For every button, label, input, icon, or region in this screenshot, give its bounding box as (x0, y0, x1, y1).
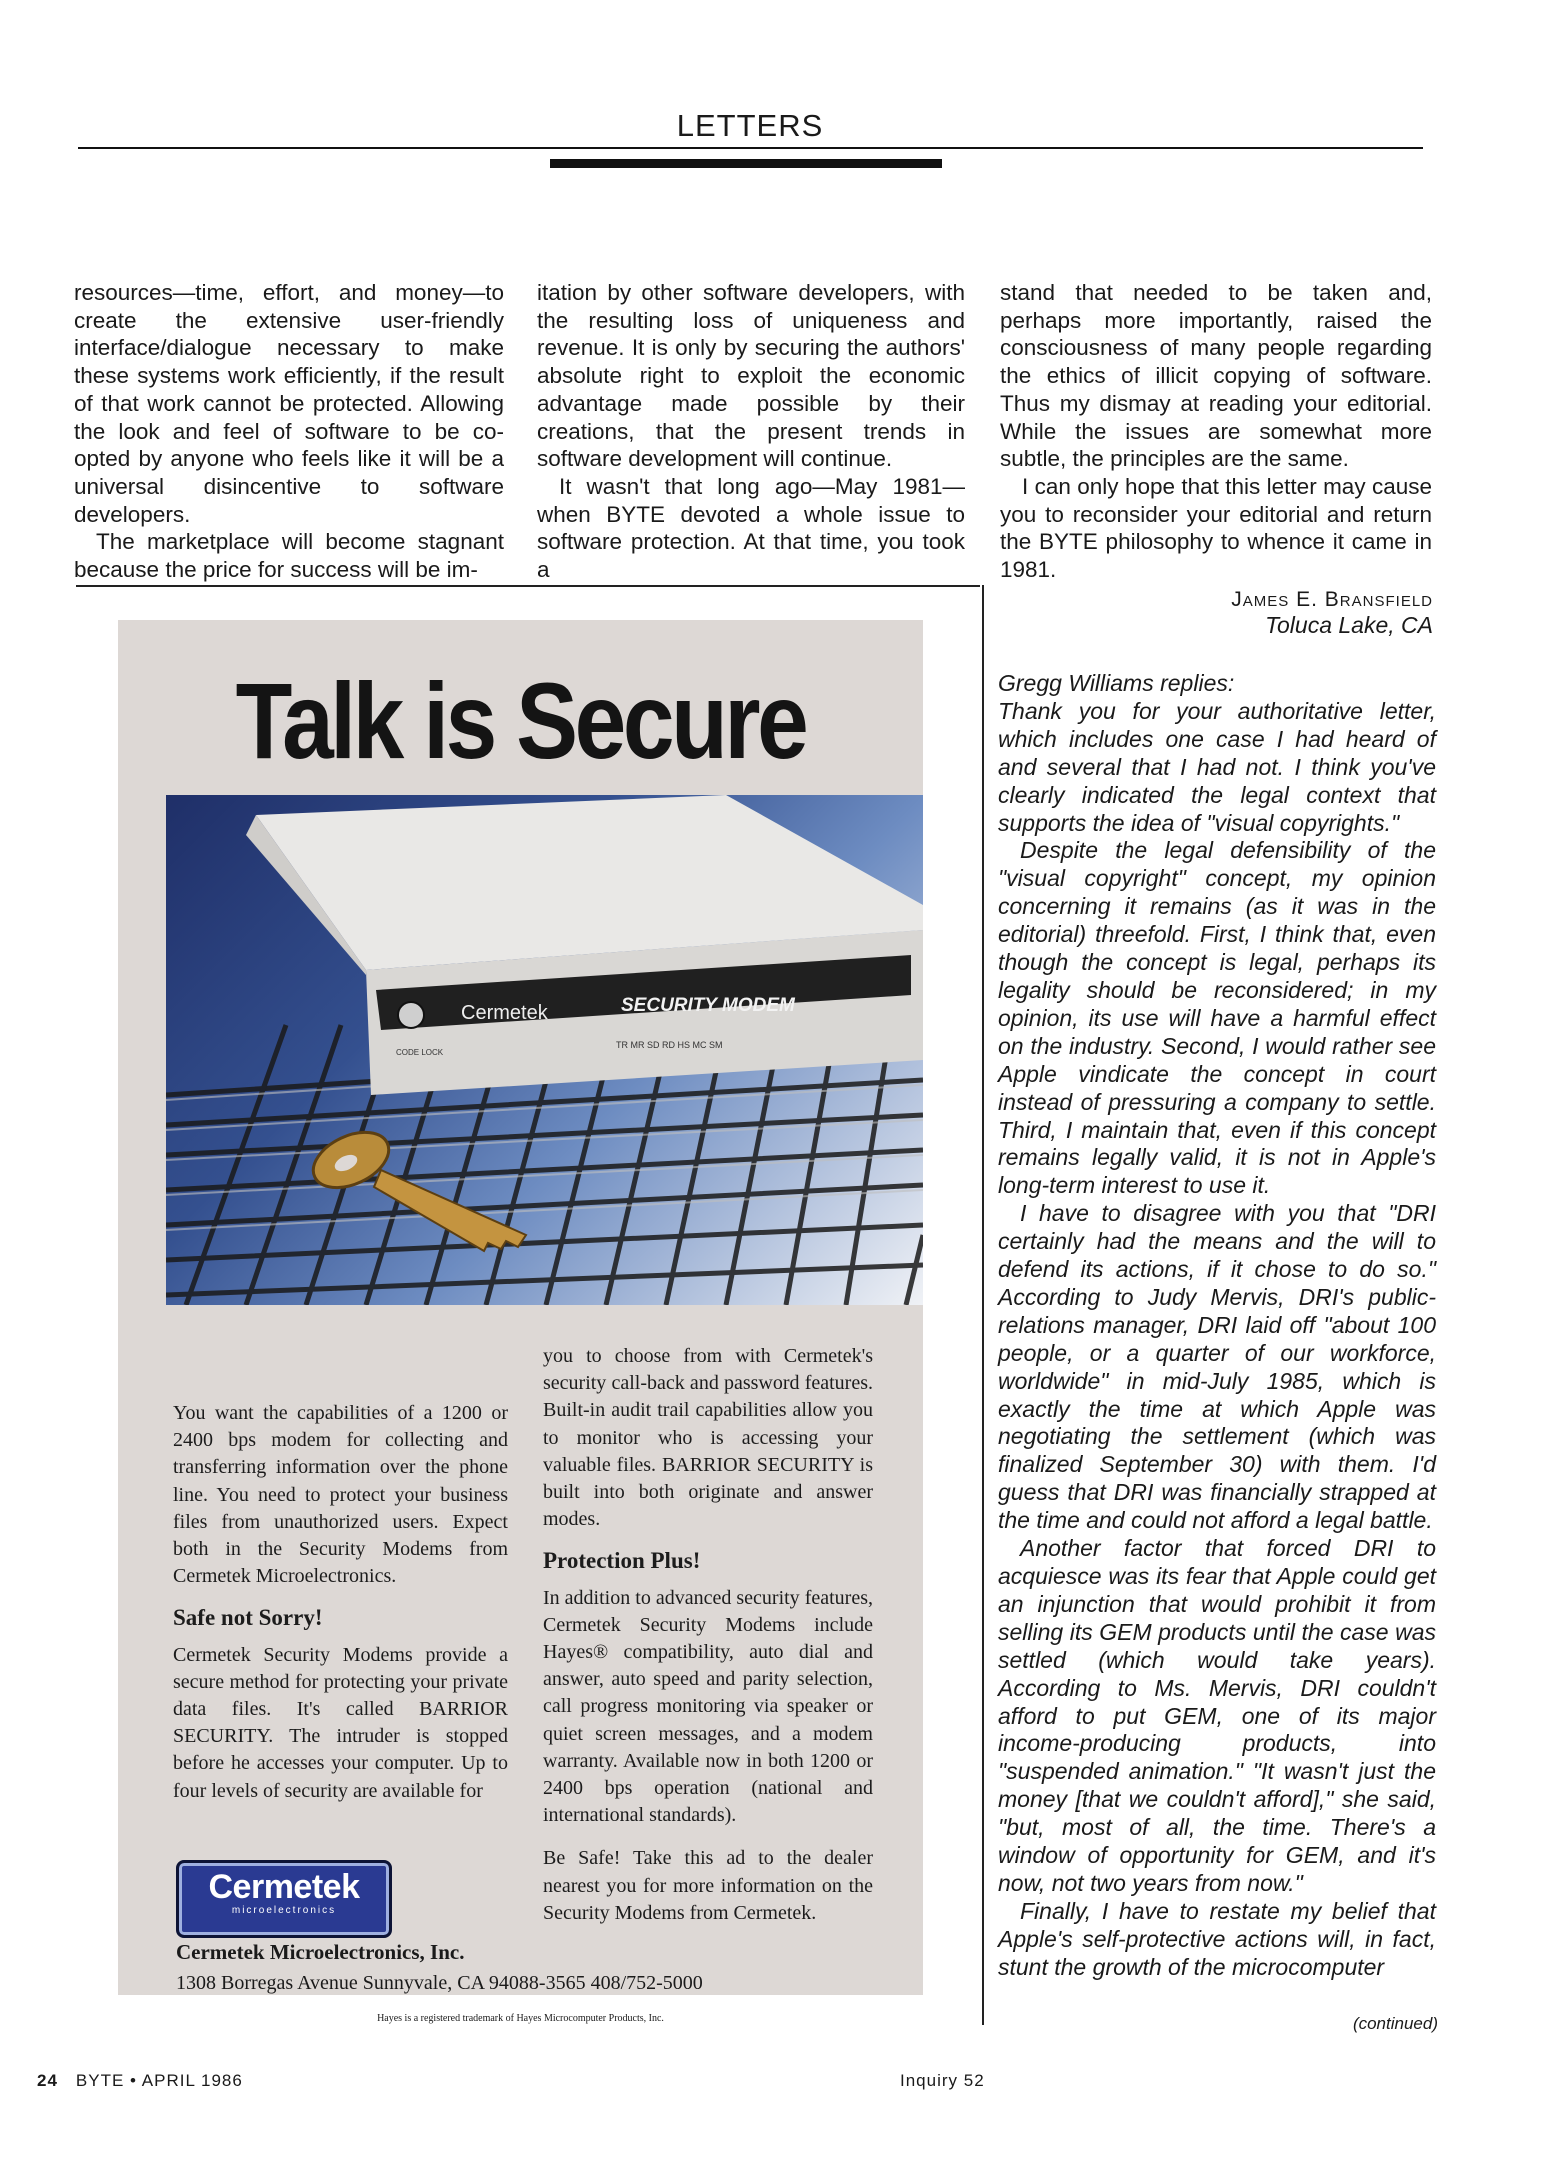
ad-paragraph: You want the capabilities of a 1200 or 2400 bps modem for collecting and transferring information over the phone line. You need to protect your business files from unauthorized users. Expect both in the Security Modems from Cermetek Microelectronics. (173, 1402, 508, 1588)
section-title: LETTERS (676, 108, 824, 143)
advertisement (118, 620, 923, 2024)
ad-subheading: Protection Plus! (543, 1548, 701, 1574)
paragraph: itation by other software developers, with the resulting loss of uniqueness and revenue. It is only by securing the authors' absolute right to exploit the economic advantage made possible by their creations, that the present trends in software development will continue. (537, 280, 965, 472)
logo-subtitle: microelectronics (231, 1905, 337, 1916)
modem-model-text: SECURITY MODEM (621, 995, 795, 1016)
ad-frame-right-rule (982, 585, 984, 2025)
ad-right-column (543, 1343, 873, 1927)
ad-paragraph: Be Safe! Take this ad to the dealer nearest you for more information on the Security Modems from Cermetek. (543, 1847, 873, 1924)
code-lock-label: CODE LOCK (396, 1048, 444, 1057)
ad-frame-top-rule (76, 585, 980, 587)
ad-subheading: Safe not Sorry! (173, 1605, 323, 1631)
letter-column-2 (537, 279, 965, 584)
reply-paragraph: Another factor that forced DRI to acquiesce was its fear that Apple could get an injunction that would prohibit it from selling its GEM products until the case was settled (which would take years). According to Ms. Mervis, DRI couldn't afford to put GEM, one of its major income-producing products, into "suspended animation." "It wasn't just the money [that we couldn't afford]," she said, "but, most of all, the time. There's a window of opportunity for GEM, and it's now, not two years from now." (998, 1535, 1436, 1896)
ad-company-name: Cermetek Microelectronics, Inc. (176, 1940, 465, 1964)
signature-location: Toluca Lake, CA (1265, 612, 1433, 638)
footer-folio (37, 2071, 243, 2091)
signature-name: James E. Bransfield (1231, 588, 1433, 611)
logo-name: Cermetek (208, 1868, 360, 1906)
modem-led-labels: TR MR SD RD HS MC SM (616, 1040, 723, 1050)
inquiry-number: Inquiry 52 (900, 2071, 985, 2090)
ad-paragraph: In addition to advanced security features, Cermetek Security Modems include Hayes® compatibility, auto dial and answer, auto speed and parity selection, call progress monitoring via speaker or quiet screen messages, and a modem warranty. Available now in both 1200 or 2400 bps operation (national and international standards). (543, 1586, 873, 1827)
reply-intro: Gregg Williams replies: (998, 670, 1235, 696)
publication-line: BYTE • APRIL 1986 (75, 2071, 243, 2090)
letter-column-1 (74, 279, 504, 584)
modem-photo (166, 795, 923, 1305)
cermetek-logo (176, 1860, 392, 1938)
paragraph: It wasn't that long ago—May 1981—when BYTE devoted a whole issue to software protection. At that time, you took a (537, 473, 965, 583)
header-rule (78, 147, 1423, 149)
code-lock-icon (398, 1002, 424, 1028)
paragraph: resources—time, effort, and money—to create the extensive user-friendly interface/dialogue necessary to make these systems work efficiently, if the result of that work cannot be protected. Allowing the look and feel of software to be co-opted by anyone who feels like it will be a universal disincentive to software developers. (74, 280, 504, 527)
paragraph: I can only hope that this letter may cause you to reconsider your editorial and return the BYTE philosophy to whence it came in 1981. (1000, 473, 1432, 583)
reply-paragraph: Thank you for your authoritative letter, which includes one case I had heard of and several that I had not. I think you've clearly indicated the legal context that supports the idea of "visual copyrights." (998, 697, 1436, 836)
reply-paragraph: Finally, I have to restate my belief that Apple's self-protective actions will, in fact, stunt the growth of the microcomputer (998, 1897, 1436, 1980)
ad-address: 1308 Borregas Avenue Sunnyvale, CA 94088-3565 408/752-5000 (176, 1972, 703, 1994)
header-accent-bar (550, 159, 942, 168)
paragraph: The marketplace will become stagnant because the price for success will be im- (74, 529, 504, 583)
ad-left-column (173, 1400, 508, 1805)
ad-paragraph: Cermetek Security Modems provide a secure method for protecting your private data files. It's called BARRIOR SECURITY. The intruder is stopped before he accesses your computer. Up to four levels of security are available for (173, 1643, 508, 1802)
letter-column-3 (1000, 279, 1432, 584)
page-number: 24 (37, 2071, 58, 2090)
paragraph: stand that needed to be taken and, perhaps more importantly, raised the consciousness of many people regarding the ethics of illicit copying of software. Thus my dismay at reading your editorial. While the issues are somewhat more subtle, the principles are the same. (1000, 280, 1432, 472)
reply-paragraph: I have to disagree with you that "DRI certainly had the means and the will to defend its actions, if it chose to do so." According to Judy Mervis, DRI's public-relations manager, DRI laid off "about 100 people, or a quarter of our workforce, worldwide" in mid-July 1985, which is exactly the time at which Apple was negotiating the settlement (which was finalized September 30) with them. I'd guess that DRI was financially strapped at the time and could not afford a legal battle. (998, 1200, 1436, 1534)
continued-note: (continued) (1352, 2014, 1438, 2033)
ad-headline: Talk is Secure (235, 660, 806, 781)
ad-trademark-note: Hayes is a registered trademark of Hayes Microcomputer Products, Inc. (377, 2013, 664, 2024)
reply-paragraph: Despite the legal defensibility of the "visual copyright" concept, my opinion concerning it remains (as it was in the editorial) threefold. First, I think that, even though the concept is legal, perhaps its legality should be reconsidered; in my opinion, its use will have a harmful effect on the industry. Second, I would rather see Apple vindicate the concept in court instead of pressuring a company to settle. Third, I maintain that, even if this concept remains legally valid, it is not in Apple's long-term interest to use it. (998, 837, 1436, 1199)
modem-brand-text: Cermetek (461, 1002, 548, 1024)
editor-reply (998, 670, 1436, 1982)
ad-paragraph: you to choose from with Cermetek's security call-back and password features. Built-in audit trail capabilities allow you to monitor who is accessing your valuable files. BARRIOR SECURITY is built into both originate and answer modes. (543, 1345, 873, 1531)
modem-illustration (166, 795, 923, 1305)
